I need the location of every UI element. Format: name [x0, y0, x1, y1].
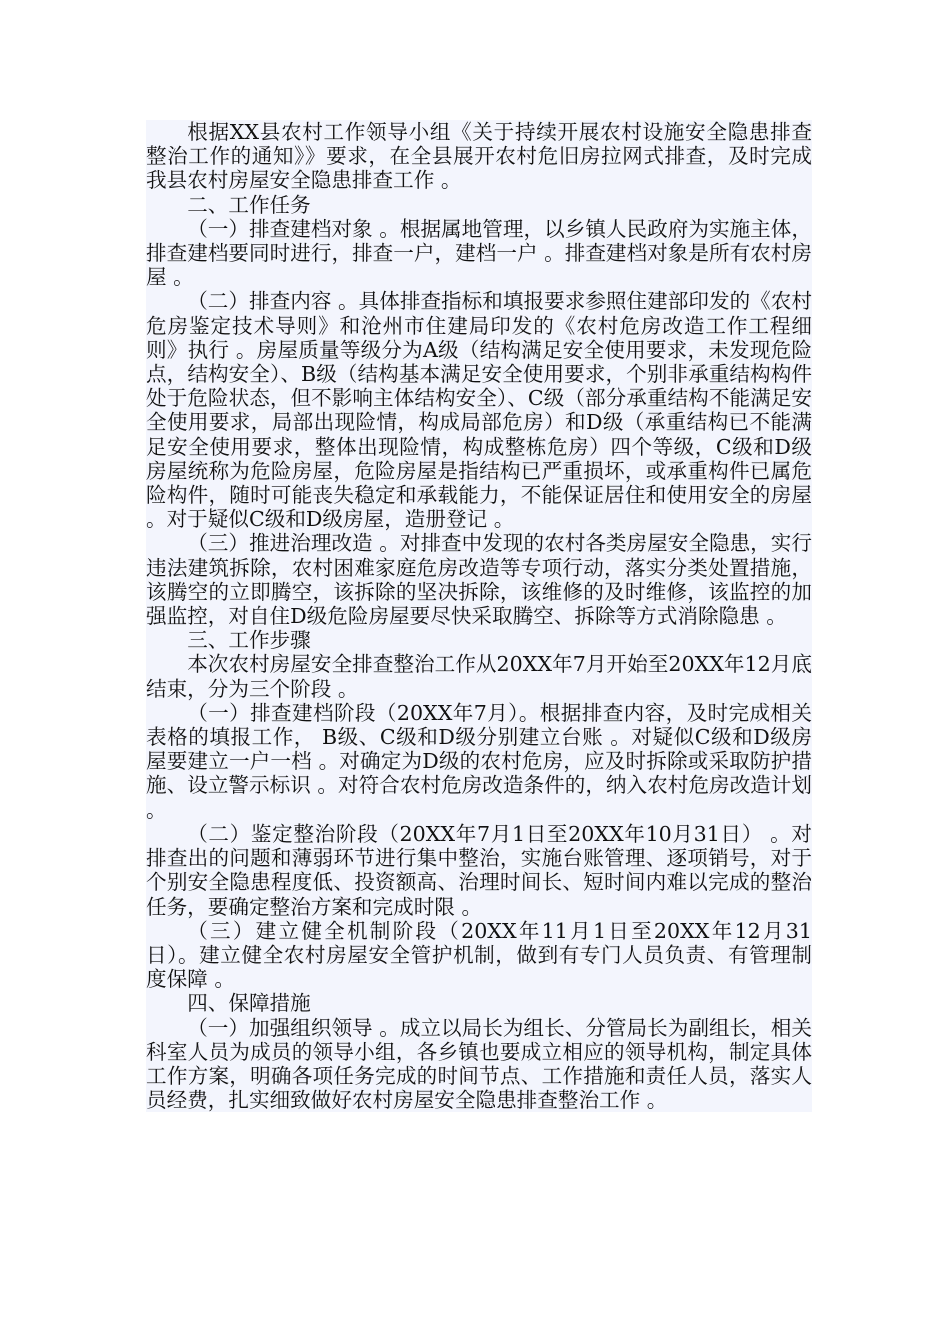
- section-heading-tasks: 二、工作任务: [187, 192, 311, 217]
- section-heading-steps: 三、工作步骤: [187, 628, 311, 653]
- paragraph-steps-intro: 本次农村房屋安全排查整治工作从20XX年7月开始至20XX年12月底结束，分为三个阶段 。: [146, 652, 812, 701]
- section-heading-measures: 四、保障措施: [187, 991, 311, 1016]
- document-text-block: [146, 120, 812, 1112]
- paragraph-step-2: （二）鉴定整治阶段（20XX年7月1日至20XX年10月31日） 。对排查出的问题和薄弱环节进行集中整治，实施台账管理、逐项销号，对于个别安全隐患程度低、投资额高、治理时间长、短时间内难以完成的整治任务，要确定整治方案和完成时限 。: [146, 821, 812, 919]
- paragraph-intro: 根据XX县农村工作领导小组《关于持续开展农村设施安全隐患排查整治工作的通知》》要求，在全县展开农村危旧房拉网式排查，及时完成我县农村房屋安全隐患排查工作 。: [146, 120, 812, 193]
- paragraph-measure-1: （一）加强组织领导 。成立以局长为组长、分管局长为副组长，相关科室人员为成员的领导小组，各乡镇也要成立相应的领导机构，制定具体工作方案，明确各项任务完成的时间节点、工作措施和责任人员，落实人员经费，扎实细致做好农村房屋安全隐患排查整治工作 。: [146, 1015, 812, 1113]
- paragraph-step-1: （一）排查建档阶段（20XX年7月）。根据排查内容，及时完成相关表格的填报工作， B级、C级和D级分别建立台账 。对疑似C级和D级房屋要建立一户一档 。对确定为D级的农村危房，应及时拆除或采取防护措施、设立警示标识 。对符合农村危房改造条件的，纳入农村危房改造计划 。: [146, 700, 812, 822]
- paragraph-task-3: （三）推进治理改造 。对排查中发现的农村各类房屋安全隐患，实行违法建筑拆除，农村困难家庭危房改造等专项行动，落实分类处置措施，该腾空的立即腾空，该拆除的坚决拆除，该维修的及时维修，该监控的加强监控，对自住D级危险房屋要尽快采取腾空、拆除等方式消除隐患 。: [146, 531, 812, 629]
- document-body: [146, 120, 812, 1112]
- paragraph-task-1: （一）排查建档对象 。根据属地管理，以乡镇人民政府为实施主体，排查建档要同时进行，排查一户，建档一户 。排查建档对象是所有农村房屋 。: [146, 216, 812, 290]
- paragraph-task-2: （二）排查内容 。具体排查指标和填报要求参照住建部印发的《农村危房鉴定技术导则》和沧州市住建局印发的《农村危房改造工作工程细则》执行 。房屋质量等级分为A级（结构满足安全使用要求，未发现危险点，结构安全）、B级（结构基本满足安全使用要求，个别非承重结构构件处于危险状态，但不影响主体结构安全）、C级（部分承重结构不能满足安全使用要求，局部出现险情，构成局部危房）和D级（承重结构已不能满足安全使用要求，整体出现险情，构成整栋危房）四个等级，C级和D级房屋统称为危险房屋，危险房屋是指结构已严重损坏，或承重构件已属危险构件，随时可能丧失稳定和承载能力，不能保证居住和使用安全的房屋 。对于疑似C级和D级房屋，造册登记 。: [146, 289, 812, 532]
- paragraph-step-3: （三）建立健全机制阶段（20XX年11月1日至20XX年12月31日）。建立健全农村房屋安全管护机制，做到有专门人员负责、有管理制度保障 。: [146, 918, 812, 992]
